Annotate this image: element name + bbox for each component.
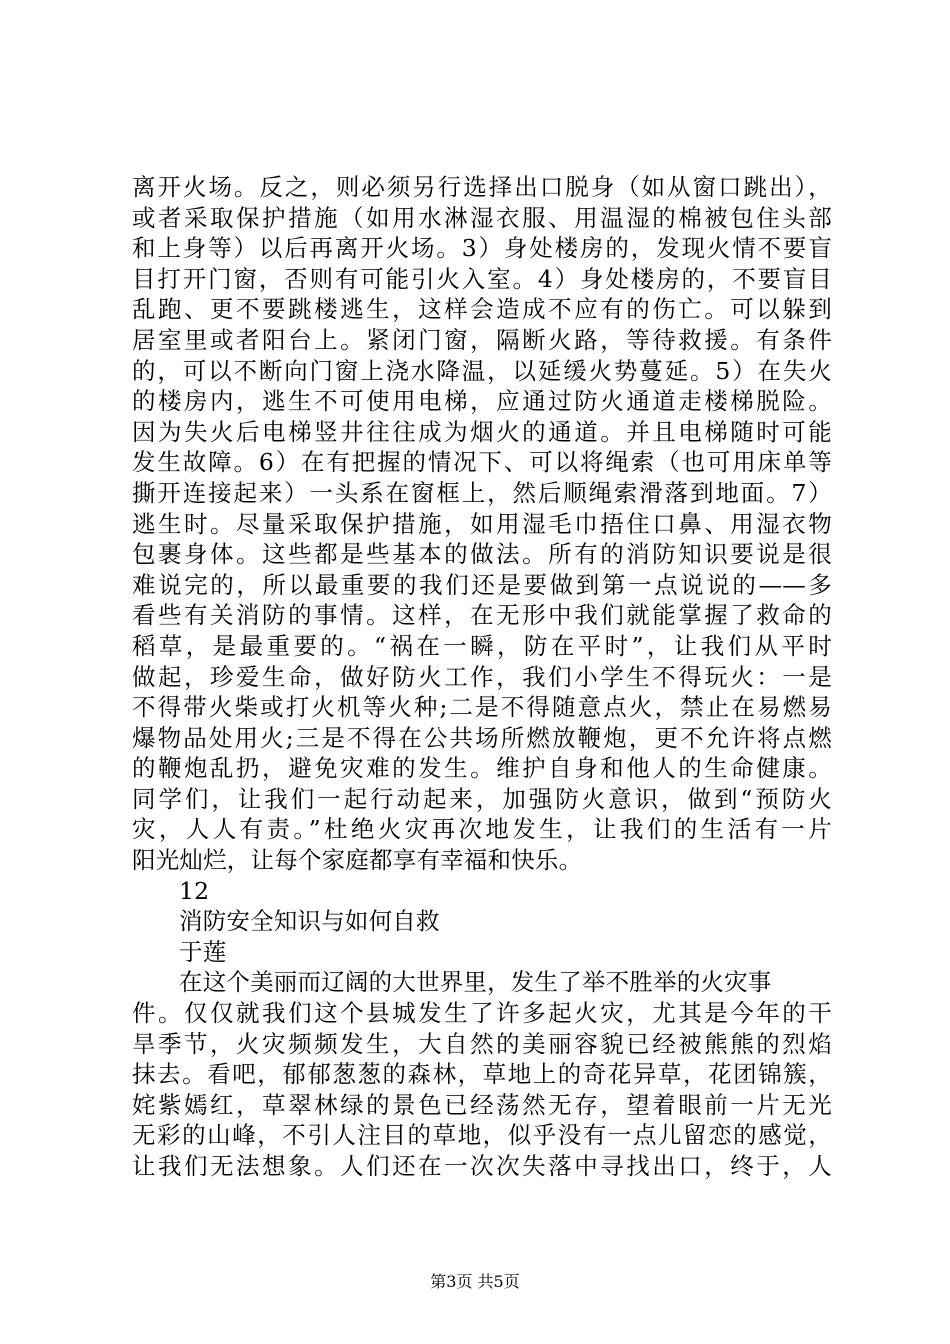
text-line: 居室里或者阳台上。紧闭门窗，隔断火路，等待救援。有条件 — [132, 325, 832, 354]
section-number: 12 — [179, 876, 210, 905]
text-line: 姹紫嫣红，草翠林绿的景色已经荡然无存，望着眼前一片无光 — [132, 1090, 832, 1119]
text-line: 做起，珍爱生命，做好防火工作，我们小学生不得玩火：一是 — [132, 662, 832, 691]
text-line: 在这个美丽而辽阔的大世界里，发生了举不胜举的火灾事 — [179, 968, 772, 997]
text-line: 的鞭炮乱扔，避免灾难的发生。维护自身和他人的生命健康。 — [132, 754, 832, 783]
text-line: 爆物品处用火;三是不得在公共场所燃放鞭炮，更不允许将点燃 — [132, 723, 832, 752]
document-body — [132, 172, 832, 1182]
text-line: 离开火场。反之，则必须另行选择出口脱身（如从窗口跳出）， — [132, 173, 832, 201]
text-line: 旱季节，火灾频频发生，大自然的美丽容貌已经被熊熊的烈焰 — [132, 1029, 832, 1058]
text-line: 的楼房内，逃生不可使用电梯，应通过防火通道走楼梯脱险。 — [132, 387, 832, 416]
text-line: 的，可以不断向门窗上浇水降温，以延缓火势蔓延。5）在失火 — [132, 356, 832, 385]
text-line: 阳光灿烂，让每个家庭都享有幸福和快乐。 — [132, 846, 583, 875]
text-line: 或者采取保护措施（如用水淋湿衣服、用温湿的棉被包住头部 — [132, 203, 832, 232]
text-line: 让我们无法想象。人们还在一次次失落中寻找出口，终于，人 — [132, 1152, 832, 1180]
text-line: 目打开门窗，否则有可能引火入室。4）身处楼房的，不要盲目 — [132, 264, 832, 293]
text-line: 灾，人人有责。”杜绝火灾再次地发生，让我们的生活有一片 — [132, 815, 832, 844]
text-line: 件。仅仅就我们这个县城发生了许多起火灾，尤其是今年的干 — [132, 999, 832, 1028]
text-line: 乱跑、更不要跳楼逃生，这样会造成不应有的伤亡。可以躲到 — [132, 295, 832, 324]
text-line: 逃生时。尽量采取保护措施，如用湿毛巾捂住口鼻、用湿衣物 — [132, 509, 832, 538]
text-line: 难说完的，所以最重要的我们还是要做到第一点说说的——多 — [132, 570, 832, 599]
text-line: 发生故障。6）在有把握的情况下、可以将绳索（也可用床单等 — [132, 448, 832, 477]
section-title: 消防安全知识与如何自救 — [179, 907, 440, 936]
text-line: 和上身等）以后再离开火场。3）身处楼房的，发现火情不要盲 — [132, 234, 832, 263]
text-line: 无彩的山峰，不引人注目的草地，似乎没有一点儿留恋的感觉， — [132, 1121, 832, 1150]
text-line: 包裹身体。这些都是些基本的做法。所有的消防知识要说是很 — [132, 540, 832, 569]
text-line: 不得带火柴或打火机等火种;二是不得随意点火，禁止在易燃易 — [132, 693, 832, 722]
text-line: 因为失火后电梯竖井往往成为烟火的通道。并且电梯随时可能 — [132, 417, 832, 446]
text-line: 稻草，是最重要的。“祸在一瞬，防在平时”，让我们从平时 — [132, 631, 832, 660]
author-name: 于莲 — [179, 937, 227, 966]
page-footer: 第3页 共5页 — [430, 1272, 520, 1291]
text-line: 看些有关消防的事情。这样，在无形中我们就能掌握了救命的 — [132, 601, 832, 630]
text-line: 同学们，让我们一起行动起来，加强防火意识，做到“预防火 — [132, 784, 832, 813]
text-line: 撕开连接起来）一头系在窗框上，然后顺绳索滑落到地面。7） — [132, 478, 832, 507]
text-line: 抹去。看吧，郁郁葱葱的森林，草地上的奇花异草，花团锦簇， — [132, 1060, 832, 1089]
